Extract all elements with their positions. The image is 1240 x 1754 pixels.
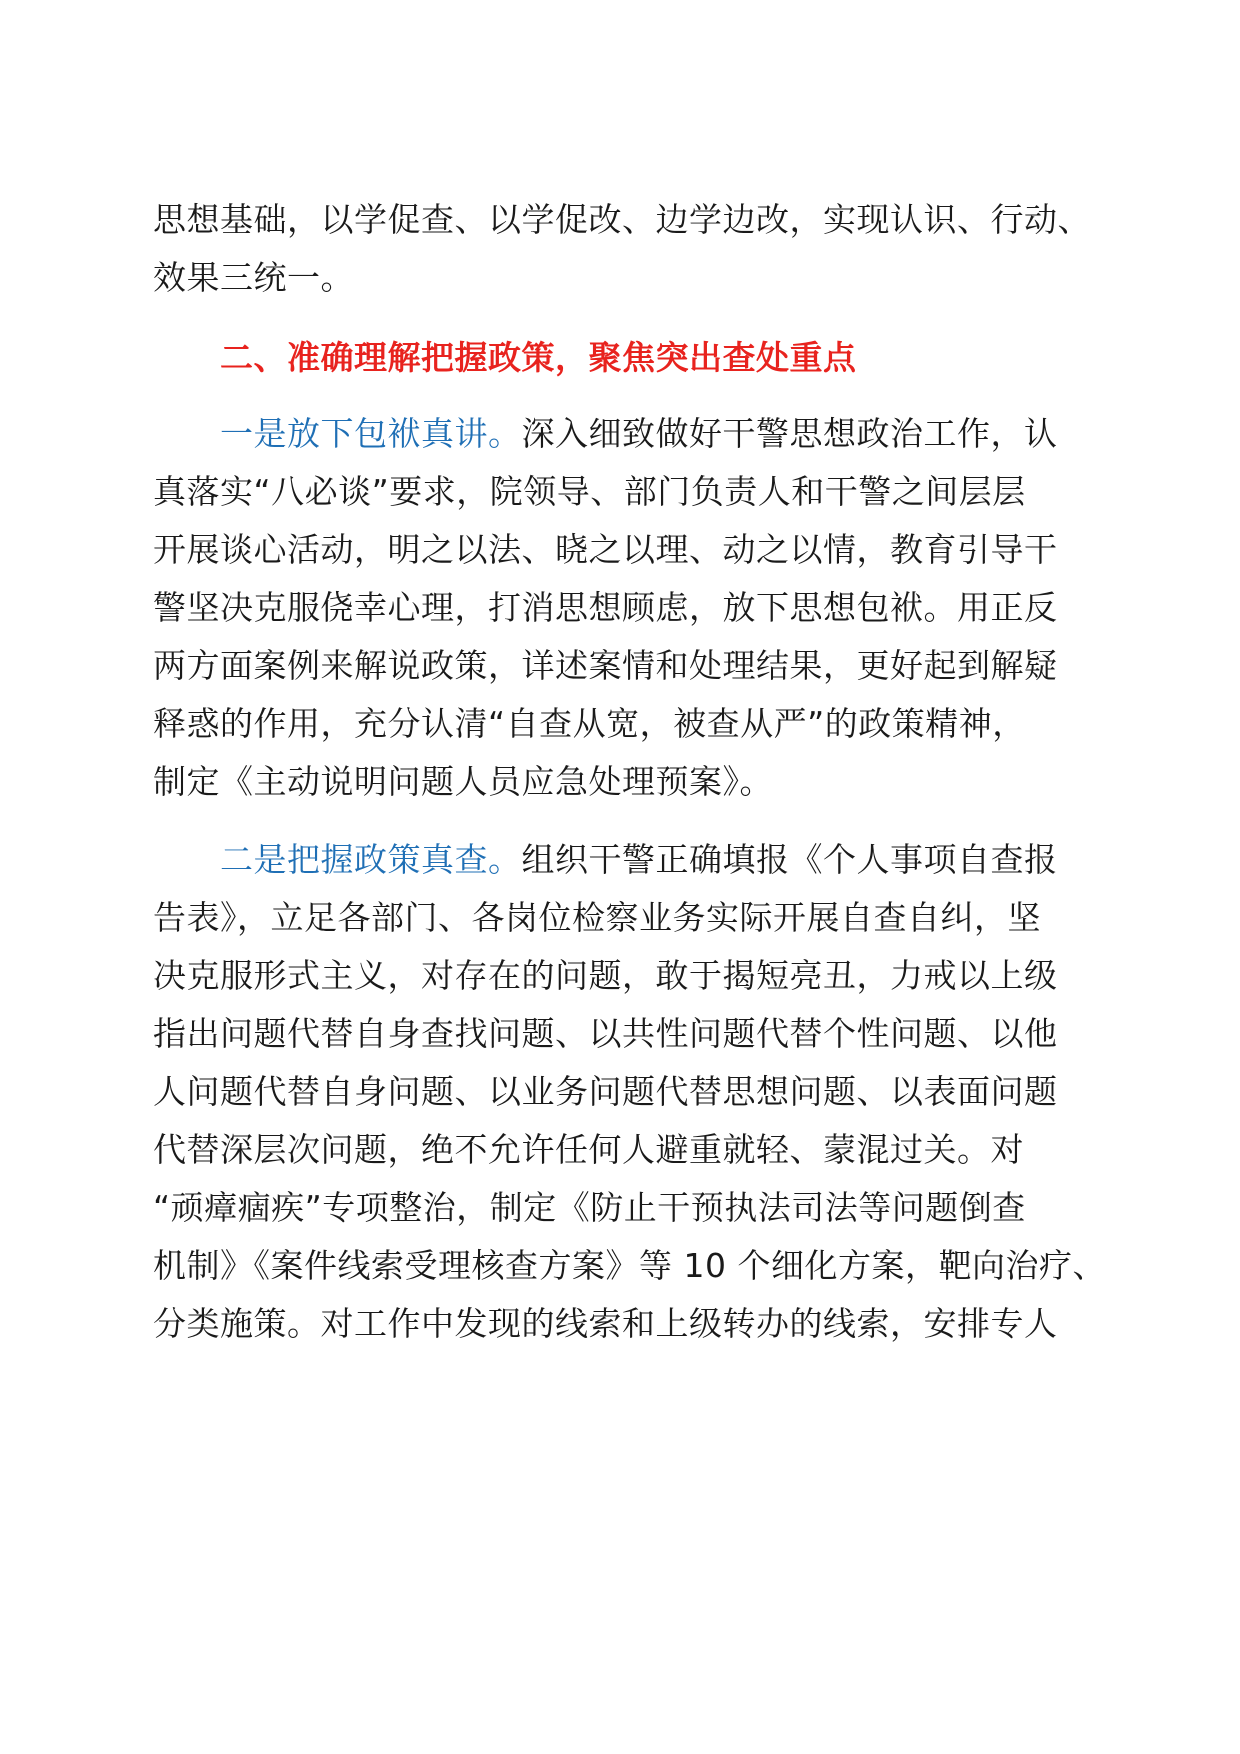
paragraph-2-lead: 二是把握政策真查。 — [220, 840, 522, 879]
paragraph-2-line: 代替深层次问题，绝不允许任何人避重就轻、蒙混过关。对 — [153, 1130, 1024, 1169]
paragraph-2-line: 告表》，立足各部门、各岗位检察业务实际开展自查自纠，坚 — [153, 898, 1041, 937]
intro-line-2: 效果三统一。 — [153, 258, 354, 297]
intro-line-1: 思想基础，以学促查、以学促改、边学边改，实现认识、行动、 — [153, 200, 1091, 239]
paragraph-1-line: 警坚决克服侥幸心理，打消思想顾虑，放下思想包袱。用正反 — [153, 588, 1058, 627]
section-heading: 二、准确理解把握政策，聚焦突出查处重点 — [220, 338, 857, 377]
paragraph-1-line: 真落实“八必谈”要求，院领导、部门负责人和干警之间层层 — [153, 472, 1026, 511]
paragraph-1-first-line-rest: 深入细致做好干警思想政治工作，认 — [521, 414, 1058, 453]
paragraph-2-first-line — [220, 840, 1058, 880]
paragraph-1-first-line — [220, 414, 1058, 454]
paragraph-1-line: 制定《主动说明问题人员应急处理预案》。 — [153, 762, 773, 801]
paragraph-2-first-line-rest: 组织干警正确填报《个人事项自查报 — [521, 840, 1058, 879]
paragraph-1-line: 两方面案例来解说政策，详述案情和处理结果，更好起到解疑 — [153, 646, 1058, 685]
paragraph-1-line: 开展谈心活动，明之以法、晓之以理、动之以情，教育引导干 — [153, 530, 1058, 569]
paragraph-2-line: 人问题代替自身问题、以业务问题代替思想问题、以表面问题 — [153, 1072, 1058, 1111]
paragraph-2-line: 机制》《案件线索受理核查方案》等 10 个细化方案，靶向治疗、 — [153, 1246, 1106, 1285]
paragraph-2-line: “顽瘴痼疾”专项整治，制定《防止干预执法司法等问题倒查 — [153, 1188, 1026, 1227]
paragraph-2-line: 分类施策。对工作中发现的线索和上级转办的线索，安排专人 — [153, 1304, 1058, 1343]
paragraph-1-lead: 一是放下包袱真讲。 — [220, 414, 522, 453]
paragraph-1-line: 释惑的作用，充分认清“自查从宽，被查从严”的政策精神， — [153, 704, 1026, 743]
paragraph-2-line: 指出问题代替自身查找问题、以共性问题代替个性问题、以他 — [153, 1014, 1058, 1053]
paragraph-2-line: 决克服形式主义，对存在的问题，敢于揭短亮丑，力戒以上级 — [153, 956, 1058, 995]
